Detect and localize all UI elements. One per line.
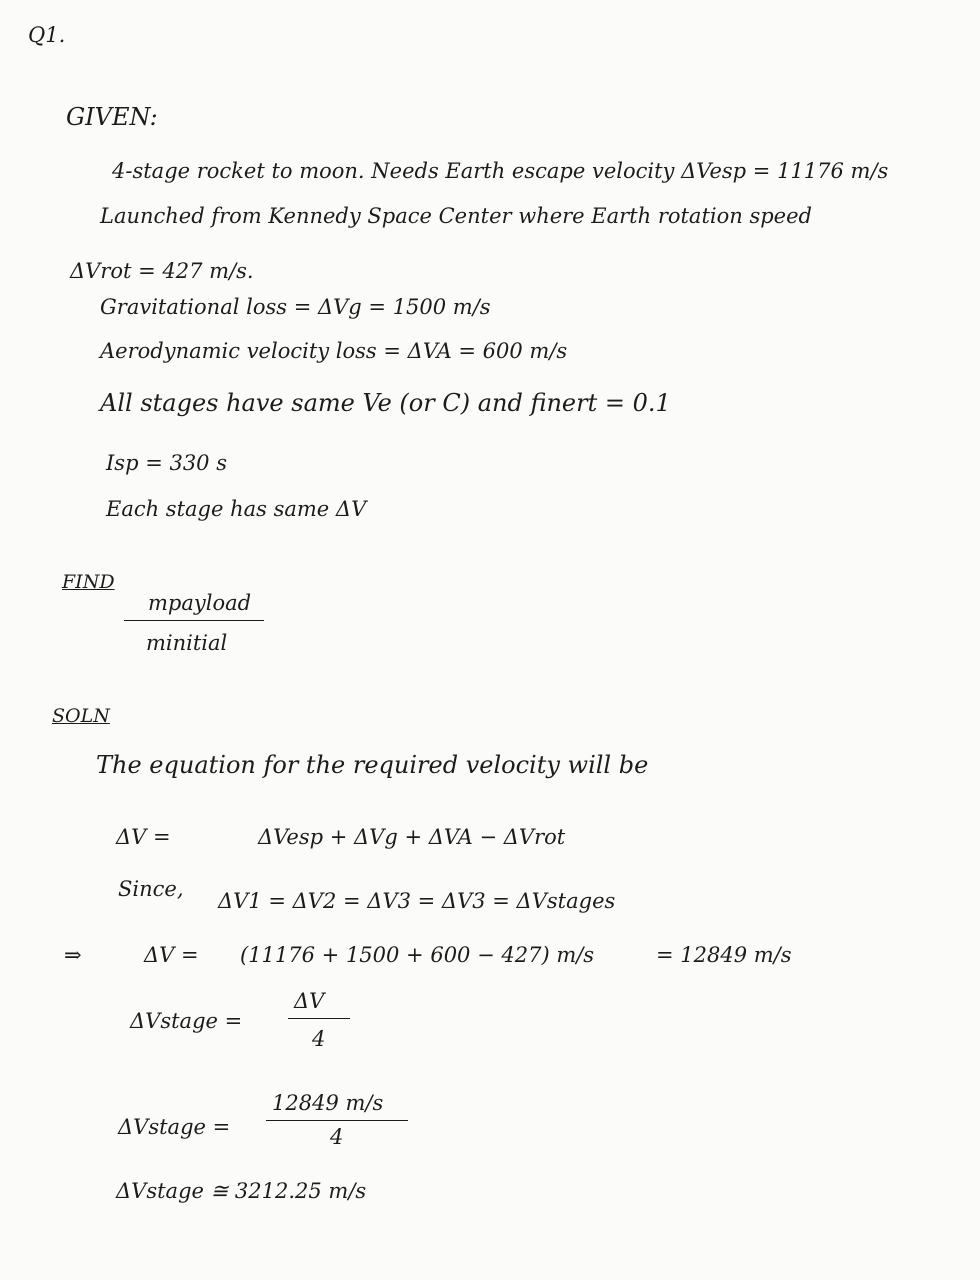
- given-heading: GIVEN:: [66, 103, 158, 131]
- stage-eq2-lhs: ΔVstage =: [118, 1115, 231, 1139]
- stage-eq2-denominator: 4: [330, 1125, 344, 1149]
- soln-intro: The equation for the required velocity will be: [96, 751, 649, 779]
- question-number: Q1.: [28, 23, 66, 47]
- given-line-7: Isp = 330 s: [106, 451, 227, 475]
- calc-lhs: ΔV =: [144, 943, 199, 967]
- given-line-2: Launched from Kennedy Space Center where Earth rotation speed: [100, 204, 812, 228]
- find-numerator: mpayload: [148, 591, 252, 615]
- find-fraction-bar: [124, 620, 264, 621]
- given-line-6: All stages have same Ve (or C) and finert = 0.1: [100, 389, 671, 417]
- stage-eq1-fraction-bar: [288, 1018, 350, 1019]
- stage-eq1-denominator: 4: [312, 1027, 326, 1051]
- given-line-5: Aerodynamic velocity loss = ΔVA = 600 m/s: [100, 339, 568, 363]
- since-equation: ΔV1 = ΔV2 = ΔV3 = ΔV3 = ΔVstages: [218, 889, 616, 913]
- calc-result: = 12849 m/s: [656, 943, 792, 967]
- implies-arrow-icon: ⇒: [64, 943, 82, 967]
- calc-expression: (11176 + 1500 + 600 − 427) m/s: [240, 943, 595, 967]
- find-denominator: minitial: [146, 631, 228, 655]
- stage-eq2-numerator: 12849 m/s: [272, 1091, 384, 1115]
- equation-rhs: ΔVesp + ΔVg + ΔVA − ΔVrot: [258, 825, 566, 849]
- since-label: Since,: [118, 877, 184, 901]
- stage-eq2-fraction-bar: [266, 1120, 408, 1121]
- equation-lhs: ΔV =: [116, 825, 171, 849]
- given-line-1: 4-stage rocket to moon. Needs Earth escape velocity ΔVesp = 11176 m/s: [112, 159, 889, 183]
- stage-eq3-result: ΔVstage ≅ 3212.25 m/s: [116, 1179, 367, 1203]
- given-line-8: Each stage has same ΔV: [106, 497, 367, 521]
- stage-eq1-lhs: ΔVstage =: [130, 1009, 243, 1033]
- find-heading: FIND: [62, 571, 115, 593]
- stage-eq1-numerator: ΔV: [294, 989, 325, 1013]
- given-line-4: Gravitational loss = ΔVg = 1500 m/s: [100, 295, 491, 319]
- soln-heading: SOLN: [52, 705, 110, 727]
- given-line-3: ΔVrot = 427 m/s.: [70, 259, 254, 283]
